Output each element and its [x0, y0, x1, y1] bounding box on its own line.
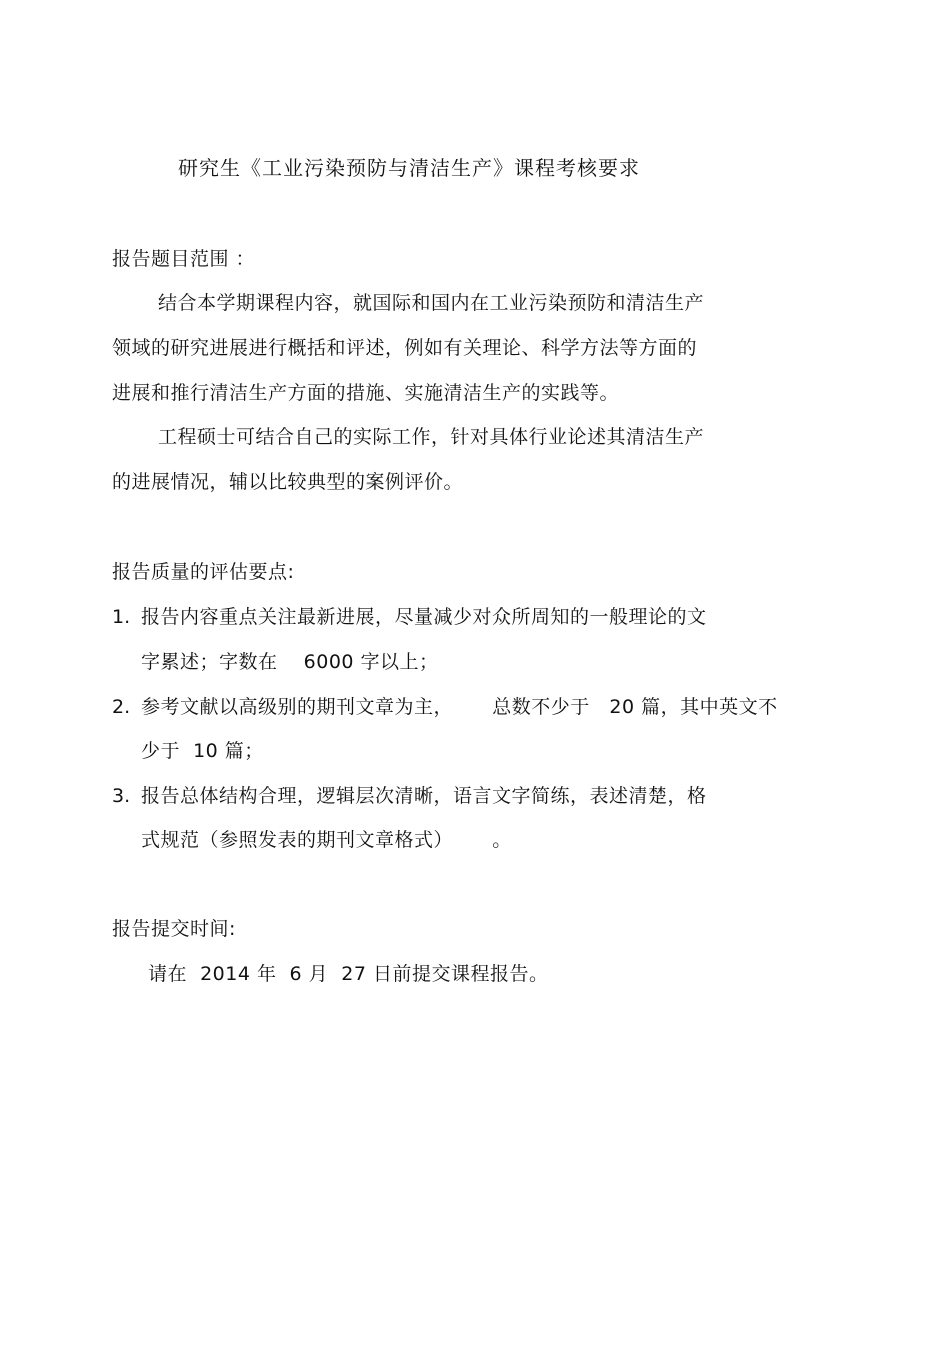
list-item-number: 2. [112, 696, 131, 718]
scope-heading: 报告题目范围 ： [112, 248, 256, 270]
scope-paragraph1-line1: 结合本学期课程内容，就国际和国内在工业污染预防和清洁生产 [158, 292, 705, 314]
scope-paragraph2-line1: 工程硕士可结合自己的实际工作，针对具体行业论述其清洁生产 [158, 426, 705, 448]
scope-paragraph2-line2: 的进展情况，辅以比较典型的案例评价。 [112, 471, 464, 493]
list-item-number: 3. [112, 785, 131, 807]
scope-paragraph1-line2: 领域的研究进展进行概括和评述，例如有关理论、科学方法等方面的 [112, 337, 698, 359]
submission-heading: 报告提交时间: [112, 918, 236, 940]
quality-heading: 报告质量的评估要点: [112, 561, 295, 583]
list-item-line: 报告内容重点关注最新进展，尽量减少对众所周知的一般理论的文 [141, 606, 707, 628]
list-item-line: 式规范（参照发表的期刊文章格式） 。 [141, 829, 512, 851]
list-item-line: 参考文献以高级别的期刊文章为主， 总数不少于 20 篇，其中英文不 [141, 696, 778, 718]
list-item-line: 报告总体结构合理，逻辑层次清晰，语言文字简练，表述清楚，格 [141, 785, 707, 807]
list-item-line: 少于 10 篇； [141, 740, 264, 762]
list-item-line: 字累述；字数在 6000 字以上； [141, 651, 439, 673]
list-item-number: 1. [112, 606, 131, 628]
document-title: 研究生《工业污染预防与清洁生产》课程考核要求 [178, 156, 640, 180]
scope-paragraph1-line3: 进展和推行清洁生产方面的措施、实施清洁生产的实践等。 [112, 382, 620, 404]
submission-text: 请在 2014 年 6 月 27 日前提交课程报告。 [148, 963, 549, 985]
